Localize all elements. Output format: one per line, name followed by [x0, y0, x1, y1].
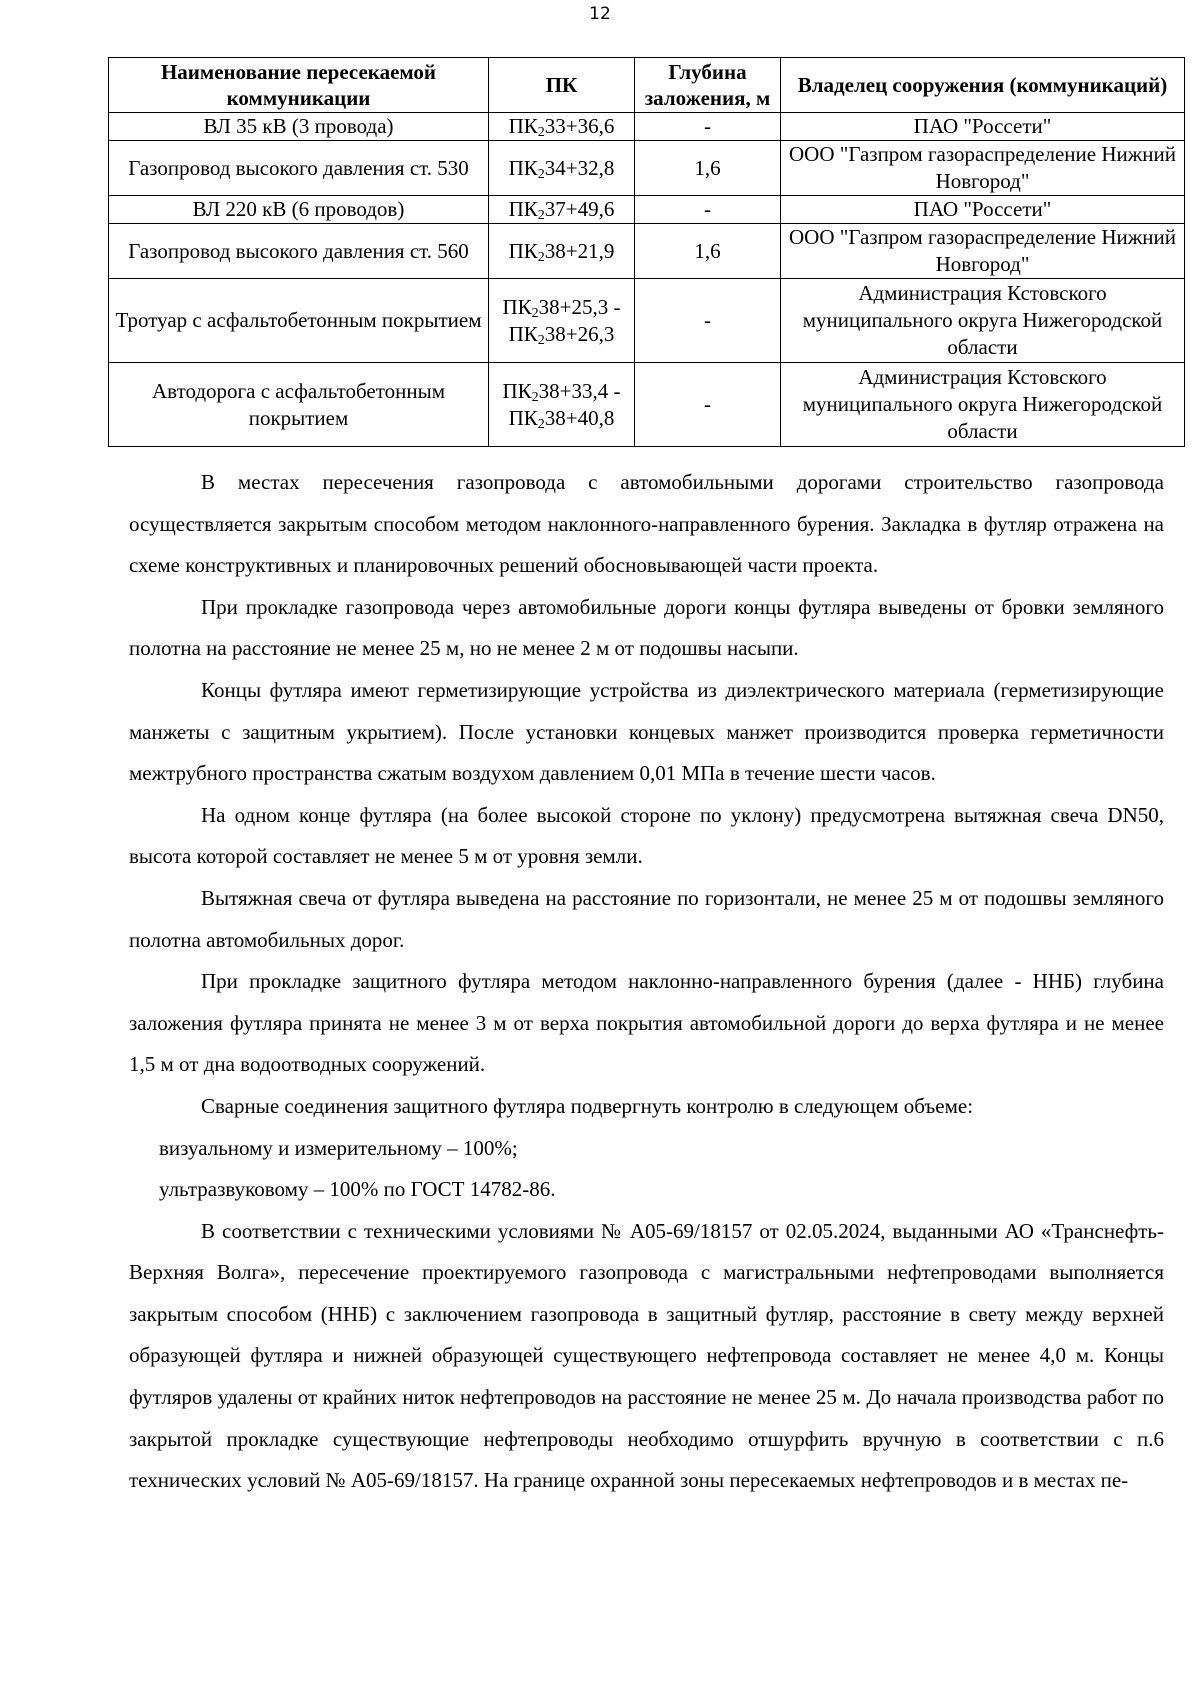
- cell-owner: Администрация Кстовского муниципального округа Нижегородской области: [781, 363, 1185, 447]
- pk-value: $ПК_237+49,6$: [508, 197, 615, 223]
- cell-pk: [489, 279, 635, 363]
- pk-value: $ПК_238+26,3$: [508, 321, 615, 348]
- cell-name: ВЛ 220 кВ (6 проводов): [109, 196, 489, 224]
- table-header-row: [109, 58, 1185, 113]
- cell-name: Газопровод высокого давления ст. 530: [109, 141, 489, 196]
- page-number: 12: [589, 4, 611, 24]
- list-item: ультразвуковому – 100% по ГОСТ 14782-86.: [159, 1177, 556, 1202]
- table-row: [109, 196, 1185, 224]
- paragraph: При прокладке газопровода через автомобильные дороги концы футляра выведены от бровки земляного полотна на расстояние не менее 25 м, но не менее 2 м от подошвы насыпи.: [129, 594, 1164, 661]
- cell-pk: [489, 141, 635, 196]
- paragraph: Сварные соединения защитного футляра подвергнуть контролю в следующем объеме:: [201, 1093, 974, 1118]
- cell-name: Автодорога с асфальтобетонным покрытием: [109, 363, 489, 447]
- cell-name: Газопровод высокого давления ст. 560: [109, 224, 489, 279]
- table-row: [109, 113, 1185, 141]
- pk-value: $ПК_238+40,8$: [508, 405, 615, 432]
- crossings-table: [108, 57, 1185, 447]
- pk-value: $ПК_238+21,9$: [508, 238, 615, 265]
- cell-pk: [489, 196, 635, 224]
- paragraph: В соответствии с техническими условиями № А05-69/18157 от 02.05.2024, выданными АО «Транснефть-Верхняя Волга», пересечение проектируемого газопровода с магистральными нефтепроводами выполняется закрытым способом (ННБ) с заключением газопровода в защитный футляр, расстояние в свету между верхней образующей футляра и нижней образующей существующего нефтепровода составляет не менее 4,0 м. Концы футляров удалены от крайних ниток нефтепроводов на расстояние не менее 25 м. До начала производства работ по закрытой прокладке существующие нефтепроводы необходимо отшурфить вручную в соответствии с п.6 технических условий № А05-69/18157. На границе охранной зоны пересекаемых нефтепроводов и в местах пе-: [129, 1218, 1164, 1493]
- cell-depth: -: [635, 196, 781, 224]
- cell-depth: -: [635, 279, 781, 363]
- cell-depth: 1,6: [635, 141, 781, 196]
- header-pk: ПК: [489, 58, 635, 113]
- cell-pk: [489, 363, 635, 447]
- pk-value: $ПК_233+36,6$: [508, 114, 615, 140]
- paragraph: Концы футляра имеют герметизирующие устройства из диэлектрического материала (герметизирующие манжеты с защитным укрытием). После установки концевых манжет производится проверка герметичности межтрубного пространства сжатым воздухом давлением 0,01 МПа в течение шести часов.: [129, 677, 1164, 786]
- cell-pk: [489, 113, 635, 141]
- cell-owner: ПАО "Россети": [781, 196, 1185, 224]
- paragraph: При прокладке защитного футляра методом наклонно-направленного бурения (далее - ННБ) глубина заложения футляра принята не менее 3 м от верха покрытия автомобильной дороги до верха футляра и не менее 1,5 м от дна водоотводных сооружений.: [129, 969, 1164, 1077]
- body-text: [129, 462, 1164, 1502]
- cell-depth: -: [635, 363, 781, 447]
- paragraph: На одном конце футляра (на более высокой стороне по уклону) предусмотрена вытяжная свеча DN50, высота которой составляет не менее 5 м от уровня земли.: [129, 802, 1164, 869]
- header-communication-name: Наименование пересекаемой коммуникации: [109, 58, 489, 113]
- cell-owner: ООО "Газпром газораспределение Нижний Новгород": [781, 141, 1185, 196]
- list-item: визуальному и измерительному – 100%;: [159, 1135, 518, 1160]
- cell-owner: ООО "Газпром газораспределение Нижний Новгород": [781, 224, 1185, 279]
- table-row: [109, 141, 1185, 196]
- cell-depth: 1,6: [635, 224, 781, 279]
- pk-value: $ПК_238+25,3$ -: [502, 294, 621, 321]
- pk-value: $ПК_234+32,8$: [508, 155, 615, 182]
- cell-owner: ПАО "Россети": [781, 113, 1185, 141]
- cell-name: Тротуар с асфальтобетонным покрытием: [109, 279, 489, 363]
- paragraph: Вытяжная свеча от футляра выведена на расстояние по горизонтали, не менее 25 м от подошвы земляного полотна автомобильных дорог.: [129, 885, 1164, 952]
- header-depth: Глубина заложения, м: [635, 58, 781, 113]
- table-row: [109, 224, 1185, 279]
- header-owner: Владелец сооружения (коммуникаций): [781, 58, 1185, 113]
- table-row: [109, 279, 1185, 363]
- cell-owner: Администрация Кстовского муниципального округа Нижегородской области: [781, 279, 1185, 363]
- paragraph: В местах пересечения газопровода с автомобильными дорогами строительство газопровода осуществляется закрытым способом методом наклонного-направленного бурения. Закладка в футляр отражена на схеме конструктивных и планировочных решений обосновывающей части проекта.: [129, 470, 1164, 578]
- pk-value: $ПК_238+33,4$ -: [502, 378, 621, 405]
- cell-name: ВЛ 35 кВ (3 провода): [109, 113, 489, 141]
- cell-pk: [489, 224, 635, 279]
- table-row: [109, 363, 1185, 447]
- cell-depth: -: [635, 113, 781, 141]
